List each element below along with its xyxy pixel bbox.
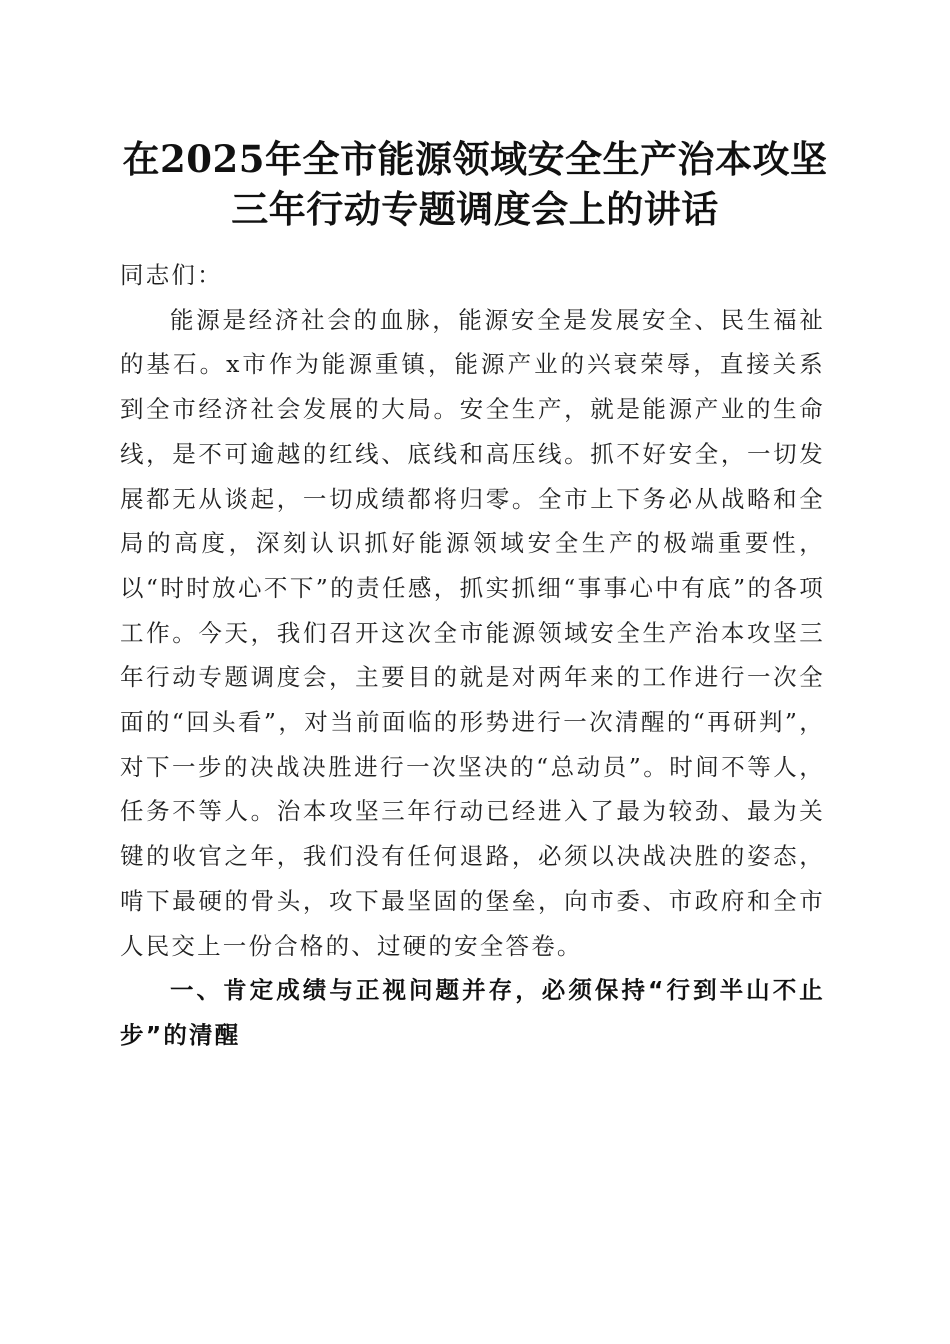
document-body: [120, 253, 825, 1058]
document-title: 在2025年全市能源领域安全生产治本攻坚三年行动专题调度会上的讲话: [122, 137, 828, 231]
section-heading: 一、肯定成绩与正视问题并存，必须保持“行到半山不止步”的清醒: [120, 976, 825, 1049]
body-paragraph: 能源是经济社会的血脉，能源安全是发展安全、民生福祉的基石。x市作为能源重镇，能源产业的兴衰荣辱，直接关系到全市经济社会发展的大局。安全生产，就是能源产业的生命线，是不可逾越的红线、底线和高压线。抓不好安全，一切发展都无从谈起，一切成绩都将归零。全市上下务必从战略和全局的高度，深刻认识抓好能源领域安全生产的极端重要性，以“时时放心不下”的责任感，抓实抓细“事事心中有底”的各项工作。今天，我们召开这次全市能源领域安全生产治本攻坚三年行动专题调度会，主要目的就是对两年来的工作进行一次全面的“回头看”，对当前面临的形势进行一次清醒的“再研判”，对下一步的决战决胜进行一次坚决的“总动员”。时间不等人，任务不等人。治本攻坚三年行动已经进入了最为较劲、最为关键的收官之年，我们没有任何退路，必须以决战决胜的姿态，啃下最硬的骨头，攻下最坚固的堡垒，向市委、市政府和全市人民交上一份合格的、过硬的安全答卷。: [120, 305, 825, 960]
greeting: 同志们：: [120, 261, 223, 289]
